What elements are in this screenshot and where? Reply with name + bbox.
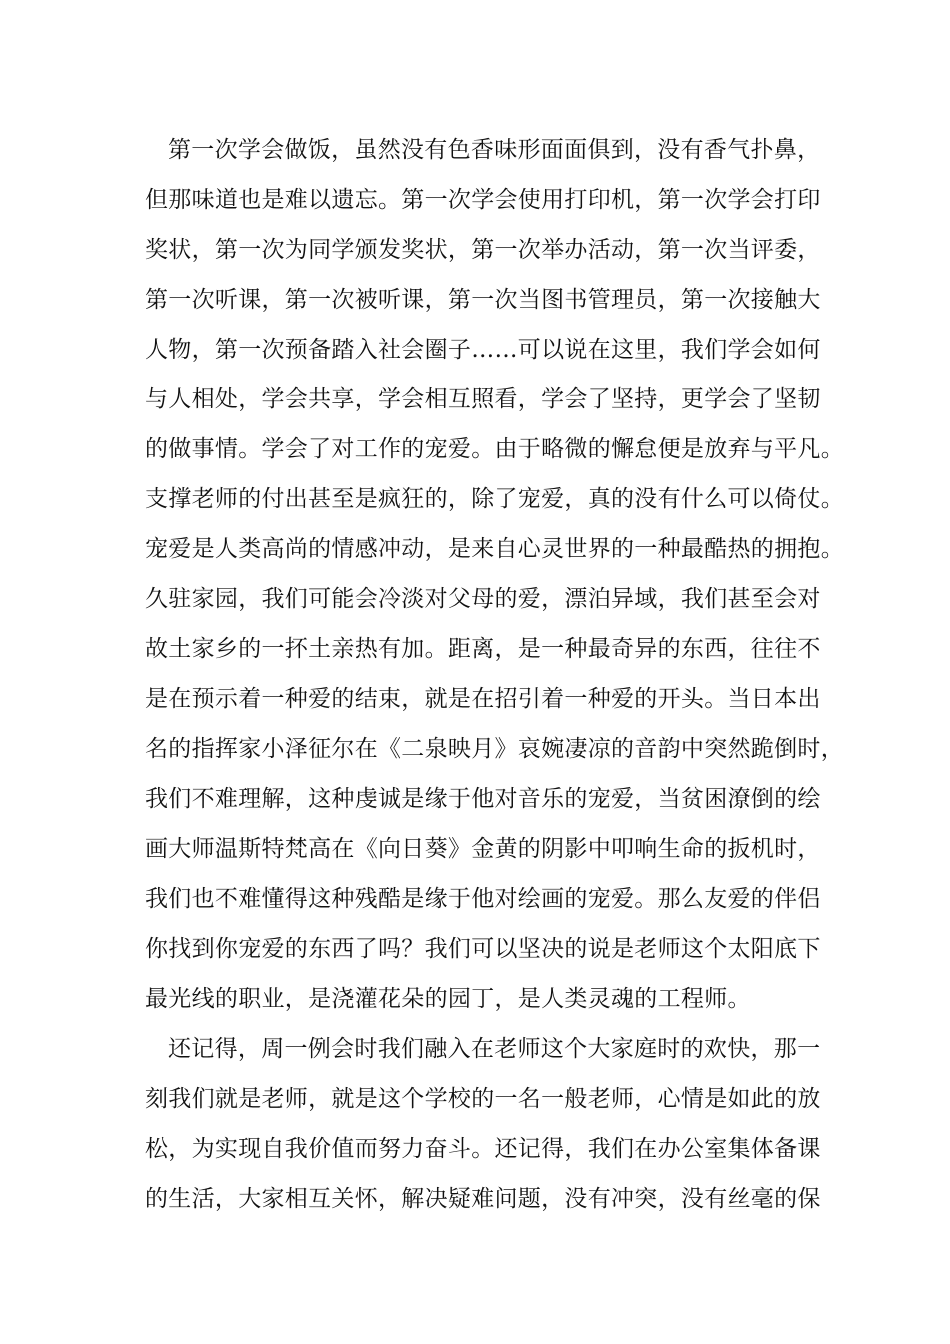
paragraph-1-line-15: 画大师温斯特梵高在《向日葵》金黄的阴影中叩响生命的扳机时， (145, 836, 821, 862)
paragraph-2-line-1: 还记得，周一例会时我们融入在老师这个大家庭时的欢快，那一 (168, 1036, 821, 1062)
paragraph-1-line-1: 第一次学会做饭，虽然没有色香味形面面俱到，没有香气扑鼻， (168, 137, 821, 163)
paragraph-1-line-11: 故土家乡的一抔土亲热有加。距离，是一种最奇异的东西，往往不 (145, 636, 821, 662)
paragraph-1-line-3: 奖状，第一次为同学颁发奖状，第一次举办活动，第一次当评委， (145, 237, 821, 263)
paragraph-1-line-12: 是在预示着一种爱的结束，就是在招引着一种爱的开头。当日本出 (145, 686, 821, 712)
paragraph-1-line-6: 与人相处，学会共享，学会相互照看，学会了坚持，更学会了坚韧 (145, 386, 821, 412)
paragraph-2-line-2: 刻我们就是老师，就是这个学校的一名一般老师，心情是如此的放 (145, 1086, 821, 1112)
paragraph-1-line-4: 第一次听课，第一次被听课，第一次当图书管理员，第一次接触大 (145, 287, 821, 313)
paragraph-1-line-5: 人物，第一次预备踏入社会圈子……可以说在这里，我们学会如何 (145, 337, 821, 363)
paragraph-2-line-4: 的生活，大家相互关怀，解决疑难问题，没有冲突，没有丝毫的保 (145, 1186, 821, 1212)
paragraph-1-line-8: 支撑老师的付出甚至是疯狂的，除了宠爱，真的没有什么可以倚仗。 (145, 486, 844, 512)
paragraph-1-line-2: 但那味道也是难以遗忘。第一次学会使用打印机，第一次学会打印 (145, 187, 821, 213)
paragraph-2-line-3: 松，为实现自我价值而努力奋斗。还记得，我们在办公室集体备课 (145, 1136, 821, 1162)
paragraph-1-line-10: 久驻家园，我们可能会冷淡对父母的爱，漂泊异域，我们甚至会对 (145, 586, 821, 612)
paragraph-1-line-9: 宠爱是人类高尚的情感冲动，是来自心灵世界的一种最酷热的拥抱。 (145, 536, 844, 562)
paragraph-1-line-13: 名的指挥家小泽征尔在《二泉映月》哀婉凄凉的音韵中突然跪倒时， (145, 736, 844, 762)
paragraph-1-line-7: 的做事情。学会了对工作的宠爱。由于略微的懈怠便是放弃与平凡。 (145, 436, 844, 462)
paragraph-1-line-16: 我们也不难懂得这种残酷是缘于他对绘画的宠爱。那么友爱的伴侣 (145, 886, 821, 912)
paragraph-1-line-18: 最光线的职业，是浇灌花朵的园丁，是人类灵魂的工程师。 (145, 986, 751, 1012)
paragraph-1-line-14: 我们不难理解，这种虔诚是缘于他对音乐的宠爱，当贫困潦倒的绘 (145, 786, 821, 812)
paragraph-1-line-17: 你找到你宠爱的东西了吗？我们可以坚决的说是老师这个太阳底下 (145, 936, 821, 962)
